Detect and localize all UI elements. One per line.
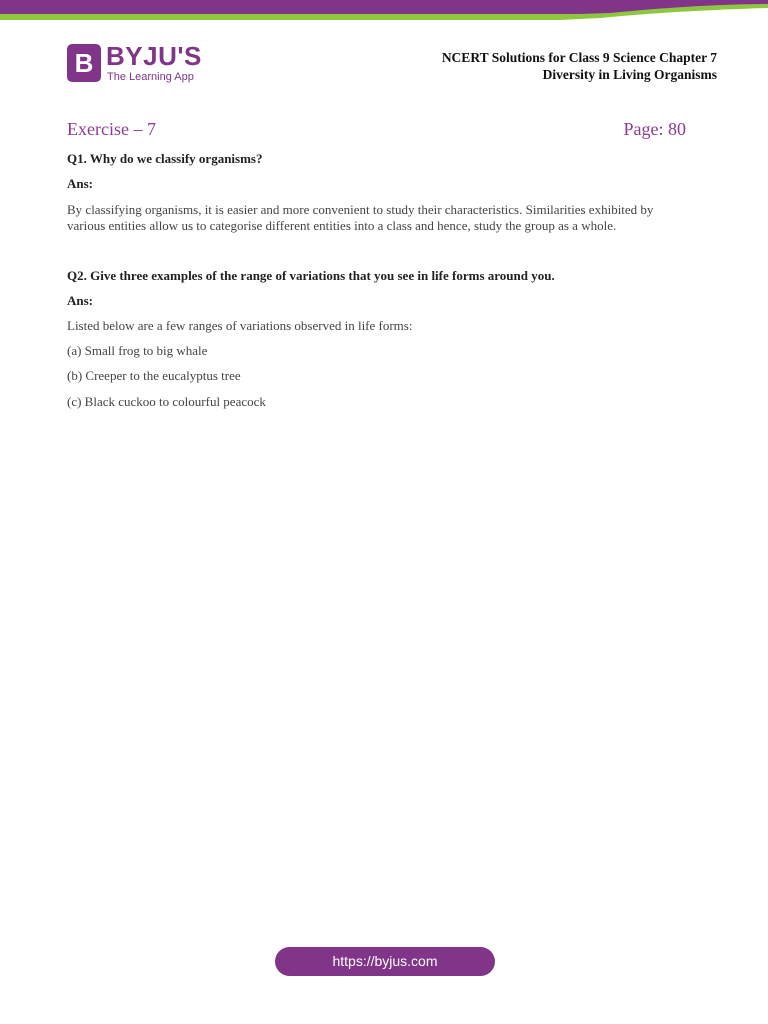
- list-item: (c) Black cuckoo to colourful peacock: [67, 394, 266, 409]
- page-number: Page: 80: [623, 119, 686, 139]
- answer-text-1: By classifying organisms, it is easier and more convenient to study their characteristics. Similarities exhibited by various entities allow us to categorise different entities into a class and hence, study the group as a whole.: [67, 202, 654, 233]
- header-title-line2: Diversity in Living Organisms: [542, 67, 717, 82]
- document-header: [442, 49, 717, 83]
- question-2: Q2. Give three examples of the range of variations that you see in life forms around you.: [67, 268, 555, 283]
- exercise-heading-row: [67, 119, 686, 143]
- logo-mark-letter: B: [74, 48, 94, 78]
- header-title-line1: NCERT Solutions for Class 9 Science Chapter 7: [441, 50, 717, 65]
- list-item: (a) Small frog to big whale: [67, 343, 208, 358]
- footer-url-text: https://byjus.com: [332, 953, 438, 969]
- top-decorative-band: [0, 0, 768, 26]
- logo-tagline: The Learning App: [107, 71, 194, 83]
- question-1: Q1. Why do we classify organisms?: [67, 151, 263, 166]
- answer-intro-2: Listed below are a few ranges of variations observed in life forms:: [67, 318, 413, 333]
- footer-url-link[interactable]: [275, 947, 495, 976]
- answer-label-1: Ans:: [67, 176, 94, 191]
- logo-wordmark: BYJU'S: [106, 41, 202, 71]
- answer-label-2: Ans:: [67, 293, 94, 308]
- logo-mark: [67, 44, 101, 82]
- exercise-title: Exercise – 7: [67, 119, 156, 139]
- list-item: (b) Creeper to the eucalyptus tree: [67, 368, 241, 383]
- byjus-logo: [67, 41, 207, 86]
